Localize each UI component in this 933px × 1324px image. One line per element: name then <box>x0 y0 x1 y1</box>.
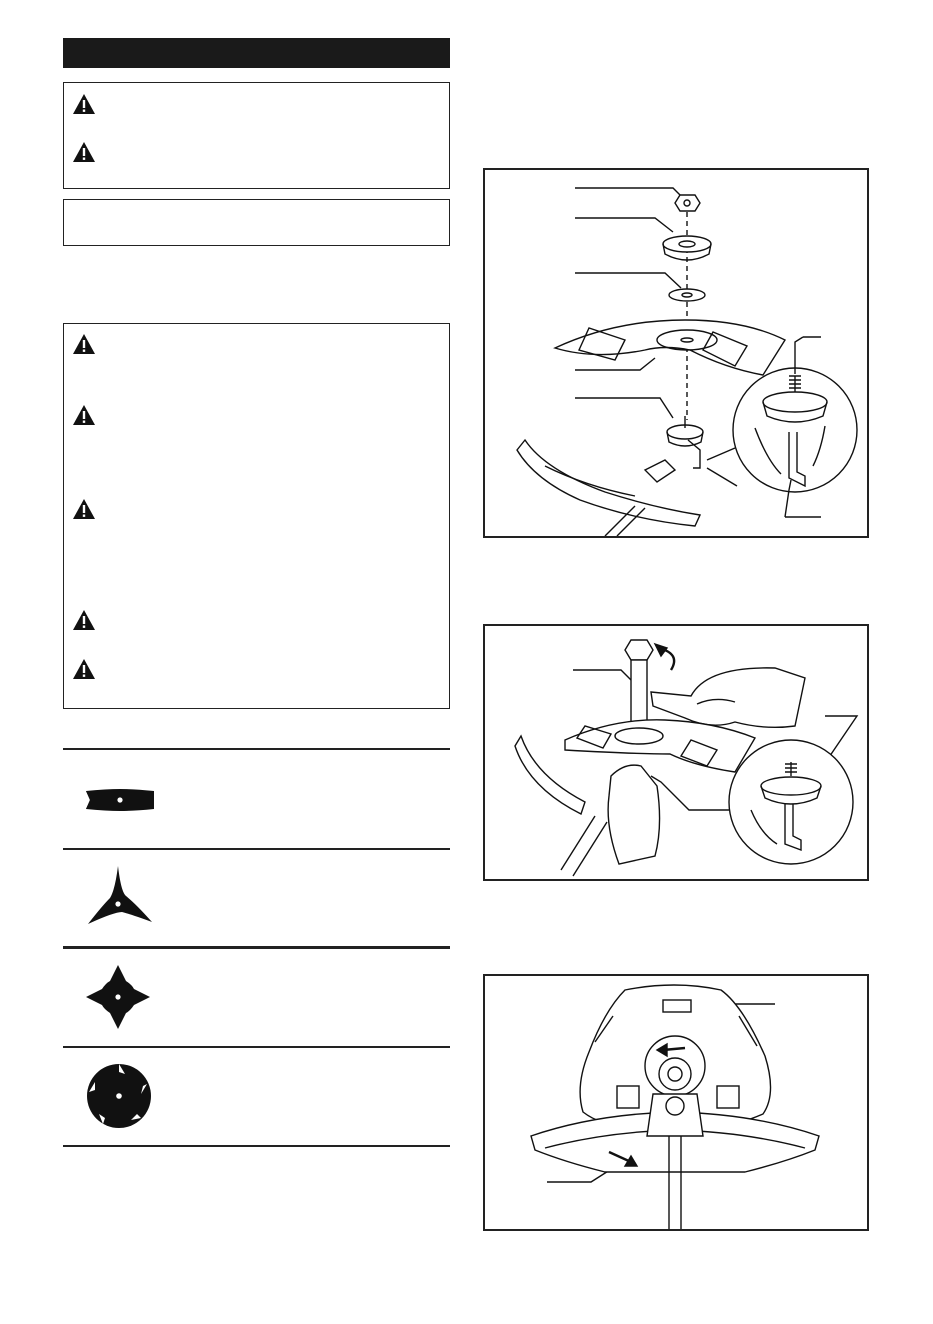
table-rule <box>63 1145 450 1147</box>
two-tooth-blade-icon <box>86 787 154 813</box>
warning-triangle-icon <box>72 93 96 115</box>
warning-triangle-icon <box>72 498 96 520</box>
warning-triangle-icon <box>72 658 96 680</box>
saw-blade-icon <box>85 1062 153 1130</box>
table-rule <box>63 1046 450 1048</box>
blade-rotation-direction-figure <box>483 974 869 1231</box>
table-rule <box>63 848 450 850</box>
warning-triangle-icon <box>72 609 96 631</box>
warning-box-top <box>63 82 450 189</box>
warning-triangle-icon <box>72 141 96 163</box>
table-rule <box>63 748 450 750</box>
three-tooth-blade-icon <box>84 866 152 930</box>
warning-triangle-icon <box>72 404 96 426</box>
warning-triangle-icon <box>72 333 96 355</box>
table-rule <box>63 946 450 949</box>
note-box <box>63 199 450 246</box>
four-tooth-blade-icon <box>86 965 150 1029</box>
blade-assembly-exploded-figure <box>483 168 869 538</box>
blade-tightening-figure <box>483 624 869 881</box>
warning-box-main <box>63 323 450 709</box>
section-header-bar <box>63 38 450 68</box>
